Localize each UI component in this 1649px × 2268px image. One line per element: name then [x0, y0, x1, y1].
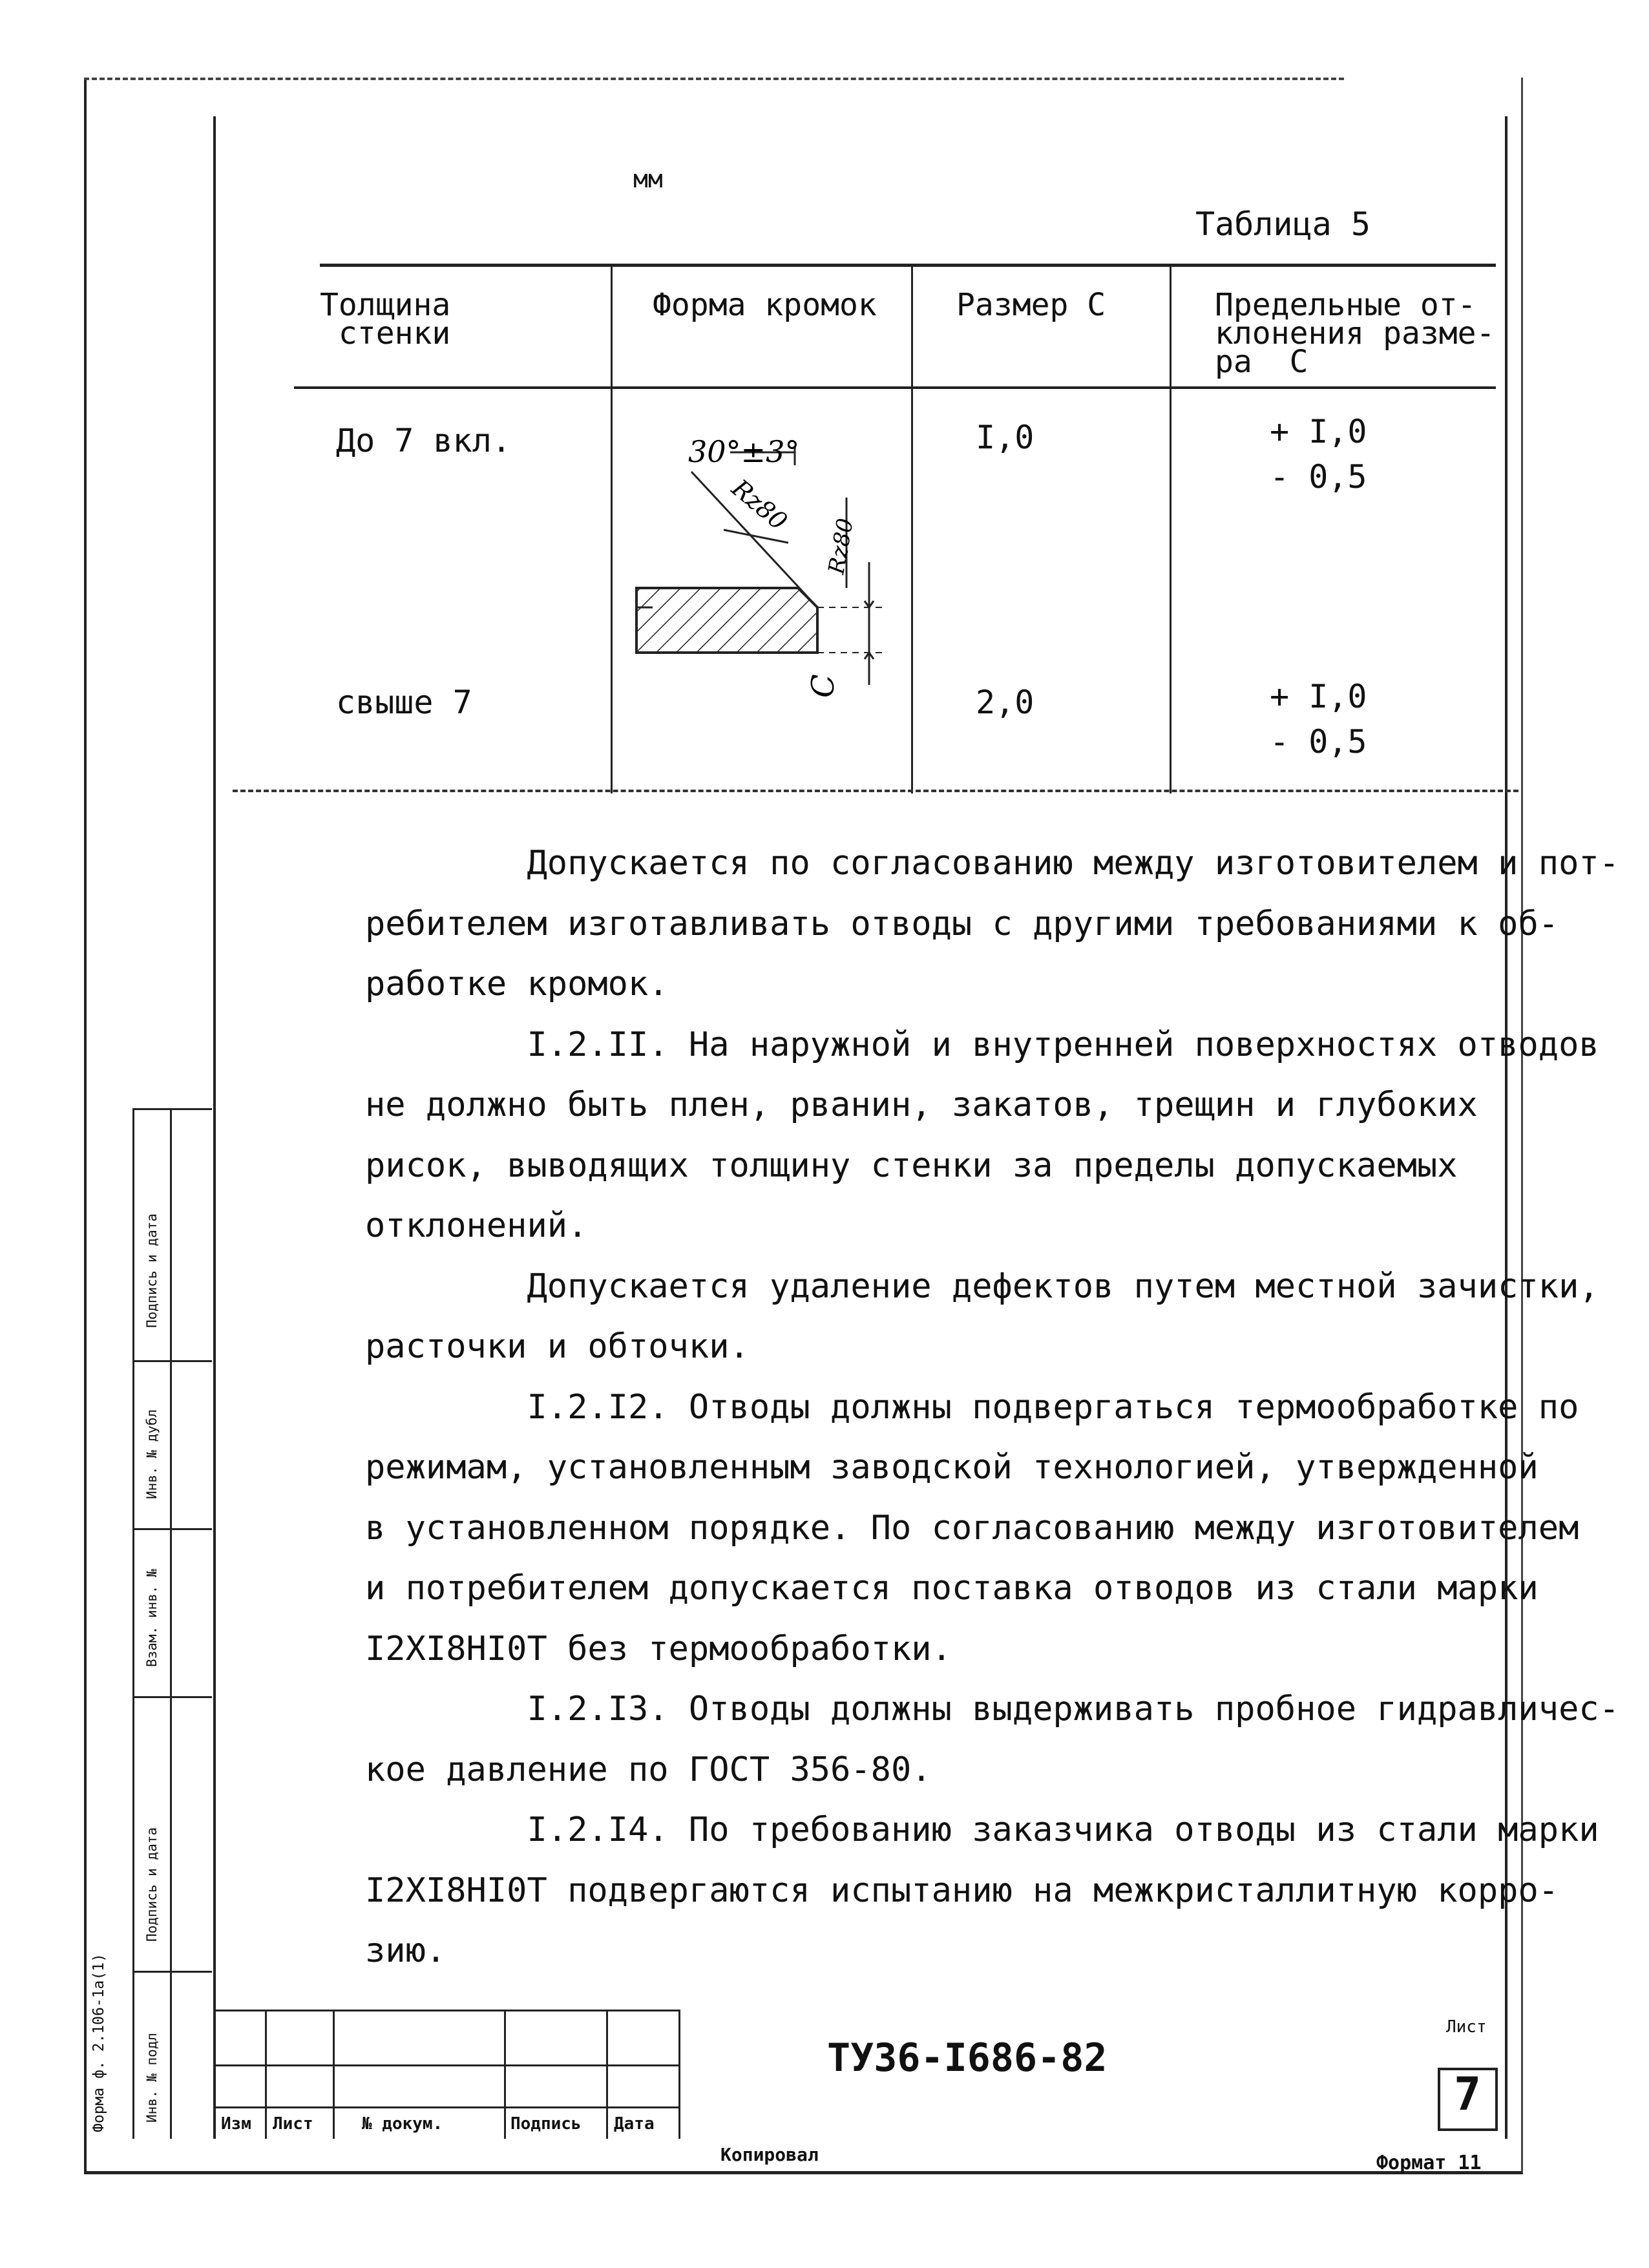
title-block-line	[213, 2106, 678, 2108]
top-border	[84, 78, 1344, 80]
title-block-divider	[678, 2010, 680, 2139]
paragraph-line: расточки и обточки.	[365, 1327, 750, 1366]
strip-label-signature: Подпись и дата	[144, 1213, 160, 1328]
paragraph-line: I.2.II. На наружной и внутренней поверхностях отводов	[365, 1025, 1599, 1064]
strip-row-line	[134, 1528, 212, 1530]
title-block-divider	[504, 2010, 506, 2139]
paragraph-line: I.2.I4. По требованию заказчика отводы из стали марки	[365, 1811, 1599, 1849]
table-top-rule	[320, 264, 1496, 267]
footer-copied: Копировал	[720, 2144, 819, 2165]
paragraph-line: и потребителем допускается поставка отводов из стали марки	[365, 1569, 1539, 1608]
row1-size: I,0	[976, 419, 1035, 456]
title-block-divider	[333, 2010, 335, 2139]
paragraph-line: рисок, выводящих толщину стенки за пределы допускаемых	[365, 1146, 1458, 1185]
form-code: Форма ф. 2.106-1а(1)	[90, 1953, 107, 2132]
title-block-divider	[265, 2010, 267, 2139]
edge-shape-drawing	[633, 414, 905, 750]
dimension-c-label: С	[805, 674, 841, 698]
roughness-label-1: Rz80	[726, 474, 793, 536]
body-text	[365, 834, 1620, 1982]
header-thickness: Толщина стенки	[320, 287, 451, 352]
title-block-divider	[606, 2010, 608, 2139]
strip-row-line	[134, 1971, 212, 1973]
column-divider	[911, 264, 913, 793]
table-bottom-rule	[233, 790, 1518, 792]
strip-row-line	[134, 1108, 212, 1110]
paragraph-line: I.2.I3. Отводы должны выдерживать пробное гидравличес-	[365, 1690, 1620, 1728]
sheet-number: 7	[1454, 2068, 1482, 2121]
table-title: Таблица 5	[1195, 205, 1371, 243]
paragraph-line: I2XI8HI0T подвергаются испытанию на межкристаллитную корро-	[365, 1871, 1559, 1910]
paragraph-line: I.2.I2. Отводы должны подвергаться термообработке по	[365, 1387, 1579, 1427]
row2-deviation: + I,0 - 0,5	[1270, 678, 1367, 761]
label-doc-number: № докум.	[362, 2114, 443, 2134]
paragraph-line: Допускается по согласованию между изготовителем и пот-	[365, 844, 1620, 883]
row2-size: 2,0	[976, 684, 1035, 721]
sheet-label: Лист	[1446, 2017, 1487, 2037]
title-block-line	[213, 2010, 678, 2011]
row1-thickness: До 7 вкл.	[336, 422, 511, 459]
table-header-rule	[294, 386, 1496, 389]
label-sheet: Лист	[273, 2114, 313, 2134]
strip-label-dup: Инв. № дубл	[144, 1409, 160, 1499]
document-designation: ТУ36-I686-82	[827, 2035, 1108, 2081]
column-divider	[611, 264, 613, 793]
header-edge-shape: Форма кромок	[653, 287, 877, 323]
paragraph-line: Допускается удаление дефектов путем местной зачистки,	[365, 1266, 1599, 1306]
paragraph-line: ребителем изготавливать отводы с другими требованиями к об-	[365, 904, 1559, 943]
paragraph-line: кое давление по ГОСТ 356-80.	[365, 1750, 932, 1789]
paragraph-line: отклонений.	[365, 1206, 588, 1245]
row1-deviation: + I,0 - 0,5	[1270, 413, 1367, 496]
paragraph-line: работке кромок.	[365, 965, 669, 1003]
strip-label-signature-2: Подпись и дата	[144, 1827, 160, 1942]
bevel-angle-label: 30°±3°	[688, 434, 800, 469]
title-block-line	[213, 2064, 678, 2066]
label-date: Дата	[614, 2114, 655, 2134]
row2-thickness: свыше 7	[336, 684, 472, 721]
footer-format: Формат 11	[1376, 2152, 1482, 2174]
paragraph-line: в установленном порядке. По согласованию между изготовителем	[365, 1508, 1579, 1548]
strip-divider	[170, 1108, 172, 2139]
strip-row-line	[134, 1696, 212, 1698]
side-stamp-strip	[132, 1108, 212, 2139]
label-change: Изм	[221, 2114, 251, 2134]
header-size-c: Размер С	[956, 287, 1106, 323]
unit-label: мм	[633, 165, 663, 193]
strip-label-replace: Взам. инв. №	[144, 1569, 160, 1667]
strip-label-original: Инв. № подл	[144, 2032, 160, 2123]
strip-row-line	[134, 1360, 212, 1362]
paragraph-line: режимам, установленным заводской технологией, утвержденной	[365, 1448, 1539, 1487]
column-divider	[1170, 264, 1171, 793]
paragraph-line: не должно быть плен, рванин, закатов, трещин и глубоких	[365, 1086, 1478, 1124]
roughness-label-2: Rz80	[823, 516, 859, 576]
title-block	[213, 2010, 1502, 2139]
header-deviation: Предельные от- клонения разме- ра С	[1215, 287, 1495, 380]
pipe-wall-section	[636, 588, 817, 653]
paragraph-line: зию.	[365, 1931, 446, 1970]
label-signature: Подпись	[510, 2114, 582, 2134]
paragraph-line: I2XI8HI0T без термообработки.	[365, 1629, 952, 1668]
